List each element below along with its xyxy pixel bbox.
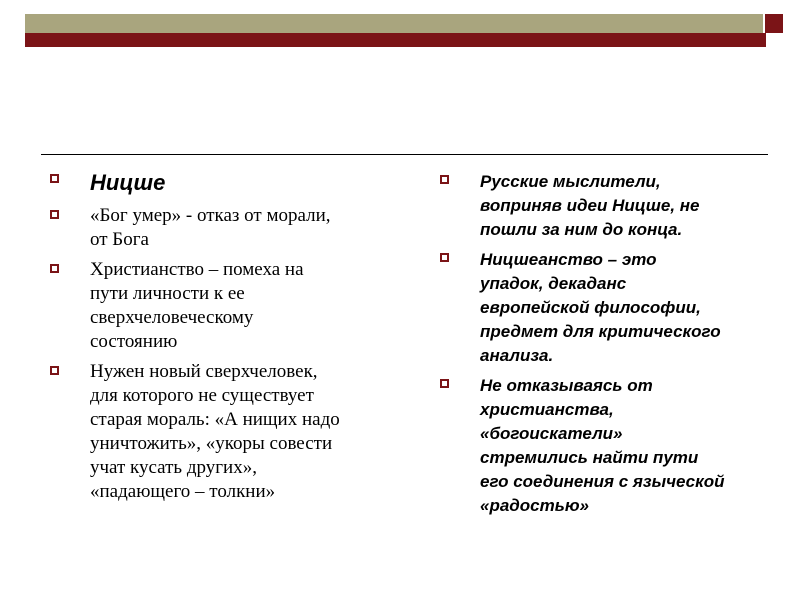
header-band-maroon	[25, 33, 765, 47]
list-item-god-seekers	[440, 374, 770, 518]
bullet-text: Не отказываясь от христианства, «богоискатели» стремились найти пути его соединения с языческой «радостью»	[480, 376, 725, 515]
square-bullet-icon	[50, 210, 59, 219]
list-item-christianity-obstacle	[50, 258, 395, 354]
bullet-text: Христианство – помеха на пути личности к ее сверхчеловеческому состоянию	[90, 259, 304, 352]
right-column	[440, 170, 770, 524]
header-corner-block	[765, 14, 783, 33]
square-bullet-icon	[50, 366, 59, 375]
bullet-text: Нужен новый сверхчеловек, для которого не существует старая мораль: «А нищих надо уничтожить», «укоры совести учат кусать других», «падающего – толкни»	[90, 361, 340, 502]
list-item-nietzsche-heading	[50, 170, 395, 196]
square-bullet-icon	[440, 253, 449, 262]
list-item-god-is-dead	[50, 204, 395, 252]
title-divider-line	[41, 154, 768, 155]
square-bullet-icon	[50, 174, 59, 183]
header-band-olive	[25, 14, 763, 33]
header-corner-outline	[765, 33, 783, 47]
list-item-russian-thinkers	[440, 170, 770, 242]
left-column	[50, 170, 395, 510]
bullet-text: Ницше	[90, 170, 166, 195]
left-bullet-list	[50, 170, 395, 504]
right-bullet-list	[440, 170, 770, 518]
list-item-new-superman	[50, 360, 395, 504]
bullet-text: «Бог умер» - отказ от морали, от Бога	[90, 205, 331, 250]
bullet-text: Русские мыслители, воприняв идеи Ницше, не пошли за ним до конца.	[480, 172, 700, 239]
square-bullet-icon	[440, 175, 449, 184]
square-bullet-icon	[50, 264, 59, 273]
list-item-nietzscheanism-decadence	[440, 248, 770, 368]
bullet-text: Ницшеанство – это упадок, декаданс европейской философии, предмет для критического анализа.	[480, 250, 721, 365]
square-bullet-icon	[440, 379, 449, 388]
